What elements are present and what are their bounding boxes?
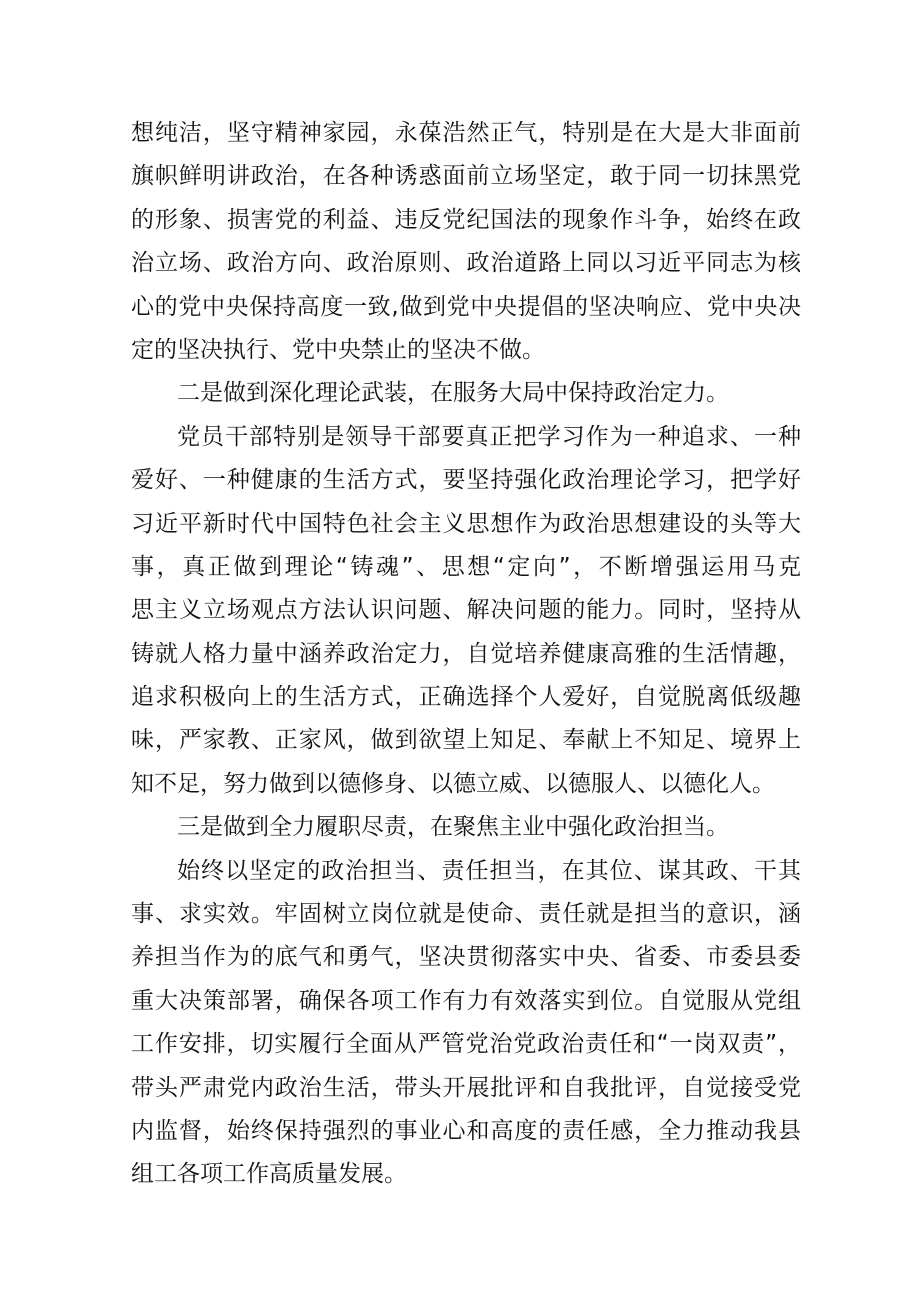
text-line: 带头严肃党内政治生活，带头开展批评和自我批评，自觉接受党: [131, 1074, 801, 1101]
text-line: 重大决策部署，确保各项工作有力有效落实到位。自觉服从党组: [131, 987, 801, 1014]
text-line: 党员干部特别是领导干部要真正把学习作为一种追求、一种: [177, 423, 801, 450]
text-line: 想纯洁，坚守精神家园，永葆浩然正气，特别是在大是大非面前: [131, 120, 801, 146]
text-line: 始终以坚定的政治担当、责任担当，在其位、谋其政、干其: [177, 857, 801, 884]
text-line: 组工各项工作高质量发展。: [131, 1161, 407, 1188]
text-line: 旗帜鲜明讲政治，在各种诱惑面前立场坚定，敢于同一切抹黑党: [131, 163, 801, 190]
text-line: 追求积极向上的生活方式，正确选择个人爱好，自觉脱离低级趣: [131, 684, 801, 711]
text-line: 养担当作为的底气和勇气，坚决贯彻落实中央、省委、市委县委: [131, 944, 801, 971]
text-line: 思主义立场观点方法认识问题、解决问题的能力。同时，坚持从: [131, 597, 801, 624]
text-line: 事，真正做到理论“铸魂”、思想“定向”，不断增强运用马克: [131, 553, 801, 580]
section-heading-2: 二是做到深化理论武装，在服务大局中保持政治定力。: [177, 380, 729, 407]
text-line: 治立场、政治方向、政治原则、政治道路上同以习近平同志为核: [131, 250, 801, 277]
text-line: 铸就人格力量中涵养政治定力，自觉培养健康高雅的生活情趣，: [131, 640, 801, 667]
text-line: 爱好、一种健康的生活方式，要坚持强化政治理论学习，把学好: [131, 467, 801, 494]
text-line: 习近平新时代中国特色社会主义思想作为政治思想建设的头等大: [131, 510, 801, 537]
text-line: 事、求实效。牢固树立岗位就是使命、责任就是担当的意识，涵: [131, 901, 801, 928]
text-line: 知不足，努力做到以德修身、以德立威、以德服人、以德化人。: [131, 770, 775, 797]
text-line: 的形象、损害党的利益、违反党纪国法的现象作斗争，始终在政: [131, 206, 801, 233]
text-line: 心的党中央保持高度一致,做到党中央提倡的坚决响应、党中央决: [131, 293, 801, 320]
body-text: [131, 112, 801, 1197]
text-line: 内监督，始终保持强烈的事业心和高度的责任感，全力推动我县: [131, 1117, 801, 1144]
section-heading-3: 三是做到全力履职尽责，在聚焦主业中强化政治担当。: [177, 814, 729, 841]
text-line: 味，严家教、正家风，做到欲望上知足、奉献上不知足、境界上: [131, 727, 801, 754]
text-line: 定的坚决执行、党中央禁止的坚决不做。: [131, 336, 545, 363]
text-line: 工作安排，切实履行全面从严管党治党政治责任和“一岗双责”，: [131, 1031, 801, 1058]
